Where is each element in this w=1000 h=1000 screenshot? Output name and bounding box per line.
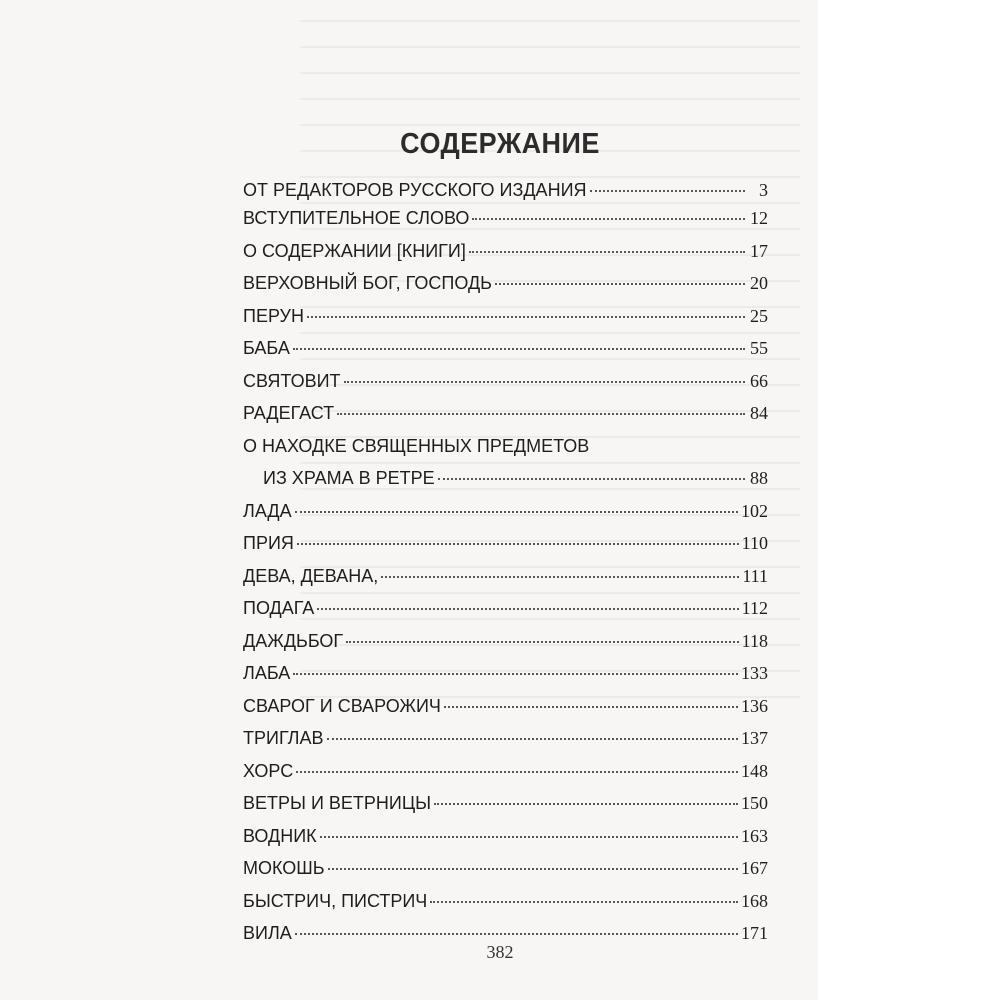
toc-entry-page: 17 <box>750 240 768 261</box>
page-title: СОДЕРЖАНИЕ <box>400 128 600 160</box>
toc-entry-page: 118 <box>741 630 768 651</box>
dot-leader <box>317 608 738 610</box>
toc-entry <box>243 793 768 826</box>
dot-leader <box>328 868 738 870</box>
toc-entry <box>243 566 768 599</box>
toc-entry <box>243 180 768 208</box>
toc-entry-page: 136 <box>741 695 768 716</box>
toc-entry-page: 55 <box>750 338 768 358</box>
toc-entry-page: 148 <box>741 760 768 781</box>
toc-entry <box>243 241 768 274</box>
toc-entry-page: 171 <box>741 923 768 943</box>
toc-entry-line <box>243 436 768 469</box>
dot-leader <box>434 803 738 805</box>
toc-entry-page: 167 <box>741 858 768 878</box>
dot-leader <box>590 190 745 192</box>
toc-entry-page: 137 <box>741 728 768 748</box>
toc-entry-label: ВЕРХОВНЫЙ БОГ, ГОСПОДЬ <box>243 273 492 293</box>
dot-leader <box>307 316 745 318</box>
toc-entry-label: ТРИГЛАВ <box>243 728 324 748</box>
toc-entry-label: СВЯТОВИТ <box>243 370 341 391</box>
toc-entry-label: О СОДЕРЖАНИИ [КНИГИ] <box>243 240 466 261</box>
toc-entry-page: 168 <box>741 890 768 911</box>
toc-entry-page: 88 <box>750 468 768 488</box>
dot-leader <box>320 836 738 838</box>
toc-entry <box>243 728 768 761</box>
dot-leader <box>293 673 738 675</box>
dot-leader <box>444 706 738 708</box>
toc-entry <box>243 371 768 404</box>
toc-entry-page: 3 <box>759 180 768 200</box>
dot-leader <box>327 738 739 740</box>
toc-entry-page: 110 <box>741 533 768 553</box>
dot-leader <box>296 771 738 773</box>
toc-entry <box>243 533 768 566</box>
toc-entry-page: 163 <box>741 825 768 846</box>
dot-leader <box>430 901 738 903</box>
toc-entry-page: 133 <box>741 663 768 683</box>
toc-entry <box>243 761 768 794</box>
toc-entry-label: ВИЛА <box>243 923 292 943</box>
toc-entry <box>243 598 768 631</box>
dot-leader <box>344 381 745 383</box>
dot-leader <box>438 478 745 480</box>
dot-leader <box>337 413 745 415</box>
dot-leader <box>295 933 738 935</box>
toc-entry <box>243 273 768 306</box>
toc-entry <box>243 501 768 534</box>
toc-entry-page: 25 <box>750 305 768 326</box>
table-of-contents <box>243 180 768 956</box>
toc-entry-page: 20 <box>750 273 768 293</box>
toc-entry <box>243 468 768 501</box>
toc-entry-label: РАДЕГАСТ <box>243 403 335 423</box>
toc-entry-label: ПРИЯ <box>243 533 294 553</box>
toc-entry-label: БЫСТРИЧ, ПИСТРИЧ <box>243 890 428 911</box>
toc-entry <box>243 891 768 924</box>
toc-entry <box>243 306 768 339</box>
toc-entry-page: 111 <box>742 565 768 586</box>
toc-entry <box>243 631 768 664</box>
toc-entry <box>243 858 768 891</box>
toc-entry-label: ПЕРУН <box>243 305 304 326</box>
page-number: 382 <box>486 942 514 962</box>
dot-leader <box>293 348 745 350</box>
toc-entry-label: МОКОШЬ <box>243 858 325 878</box>
toc-entry-label: БАБА <box>243 338 290 358</box>
toc-entry-label: ВОДНИК <box>243 825 317 846</box>
toc-entry-page: 150 <box>741 793 768 813</box>
toc-entry-label: ЛАДА <box>243 500 292 521</box>
dot-leader <box>295 511 738 513</box>
toc-entry <box>243 403 768 436</box>
toc-entry <box>243 696 768 729</box>
dot-leader <box>346 641 738 643</box>
toc-entry-page: 112 <box>741 598 768 618</box>
toc-entry-label: ЛАБА <box>243 663 291 683</box>
dot-leader <box>381 576 739 578</box>
dot-leader <box>297 543 739 545</box>
toc-entry-page: 12 <box>750 208 768 228</box>
toc-entry-label: ВСТУПИТЕЛЬНОЕ СЛОВО <box>243 208 470 228</box>
toc-entry-page: 66 <box>750 370 768 391</box>
dot-leader <box>495 283 745 285</box>
toc-entry <box>243 663 768 696</box>
toc-entry-label: СВАРОГ И СВАРОЖИЧ <box>243 695 441 716</box>
dot-leader <box>469 251 745 253</box>
toc-entry-label: ВЕТРЫ И ВЕТРНИЦЫ <box>243 793 432 813</box>
toc-entry-label: ДАЖДЬБОГ <box>243 630 344 651</box>
toc-entry-label: ХОРС <box>243 760 294 781</box>
toc-entry-label: О НАХОДКЕ СВЯЩЕННЫХ ПРЕДМЕТОВ <box>243 435 590 456</box>
toc-entry <box>243 208 768 241</box>
toc-entry-label: ДЕВА, ДЕВАНА, <box>243 565 379 586</box>
toc-entry-label: ОТ РЕДАКТОРОВ РУССКОГО ИЗДАНИЯ <box>243 180 587 200</box>
toc-entry-label: ПОДАГА <box>243 598 315 618</box>
dot-leader <box>472 218 745 220</box>
toc-entry <box>243 338 768 371</box>
toc-entry <box>243 826 768 859</box>
toc-entry-label-continued: ИЗ ХРАМА В РЕТРЕ <box>263 468 435 488</box>
toc-entry-page: 102 <box>741 500 768 521</box>
toc-entry-page: 84 <box>750 403 768 423</box>
